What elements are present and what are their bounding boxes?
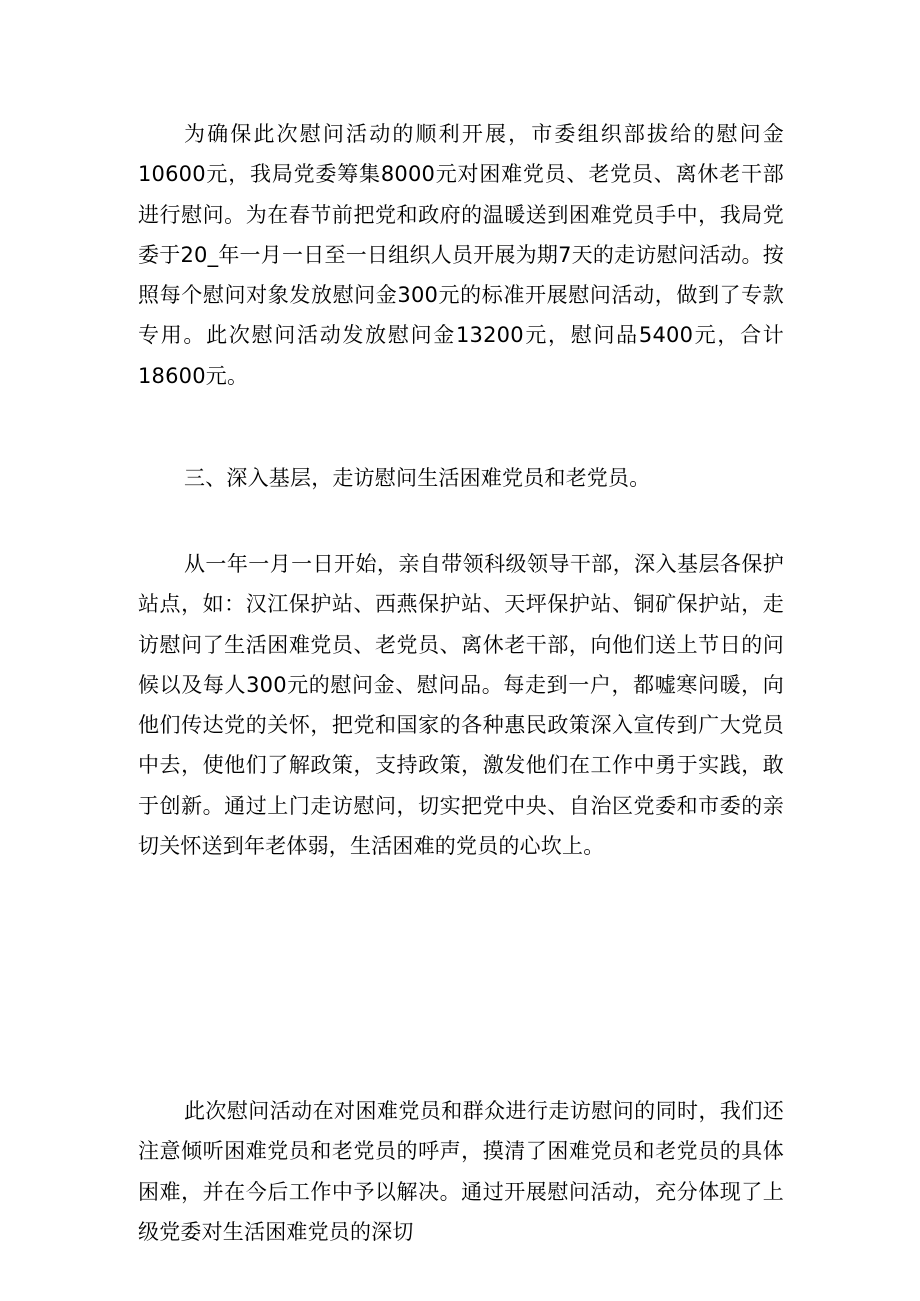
paragraph-visits: 从一年一月一日开始，亲自带领科级领导干部，深入基层各保护站点，如：汉江保护站、西燕保护站、天坪保护站、铜矿保护站，走访慰问了生活困难党员、老党员、离休老干部，向他们送上节日的问候以及每人300元的慰问金、慰问品。每走到一户，都嘘寒问暖，向他们传达党的关怀，把党和国家的各种惠民政策深入宣传到广大党员中去，使他们了解政策，支持政策，激发他们在工作中勇于实践，敢于创新。通过上门走访慰问，切实把党中央、自治区党委和市委的亲切关怀送到年老体弱，生活困难的党员的心坎上。 <box>138 552 784 859</box>
section-heading-three: 三、深入基层，走访慰问生活困难党员和老党员。 <box>184 466 651 490</box>
paragraph-funding: 为确保此次慰问活动的顺利开展，市委组织部拔给的慰问金10600元，我局党委筹集8000元对困难党员、老党员、离休老干部进行慰问。为在春节前把党和政府的温暖送到困难党员手中，我局党委于20_年一月一日至一日组织人员开展为期7天的走访慰问活动。按照每个慰问对象发放慰问金300元的标准开展慰问活动，做到了专款专用。此次慰问活动发放慰问金13200元，慰问品5400元，合计18600元。 <box>138 122 784 388</box>
paragraph-outcome: 此次慰问活动在对困难党员和群众进行走访慰问的同时，我们还注意倾听困难党员和老党员的呼声，摸清了困难党员和老党员的具体困难，并在今后工作中予以解决。通过开展慰问活动，充分体现了上级党委对生活困难党员的深切 <box>138 1099 784 1244</box>
